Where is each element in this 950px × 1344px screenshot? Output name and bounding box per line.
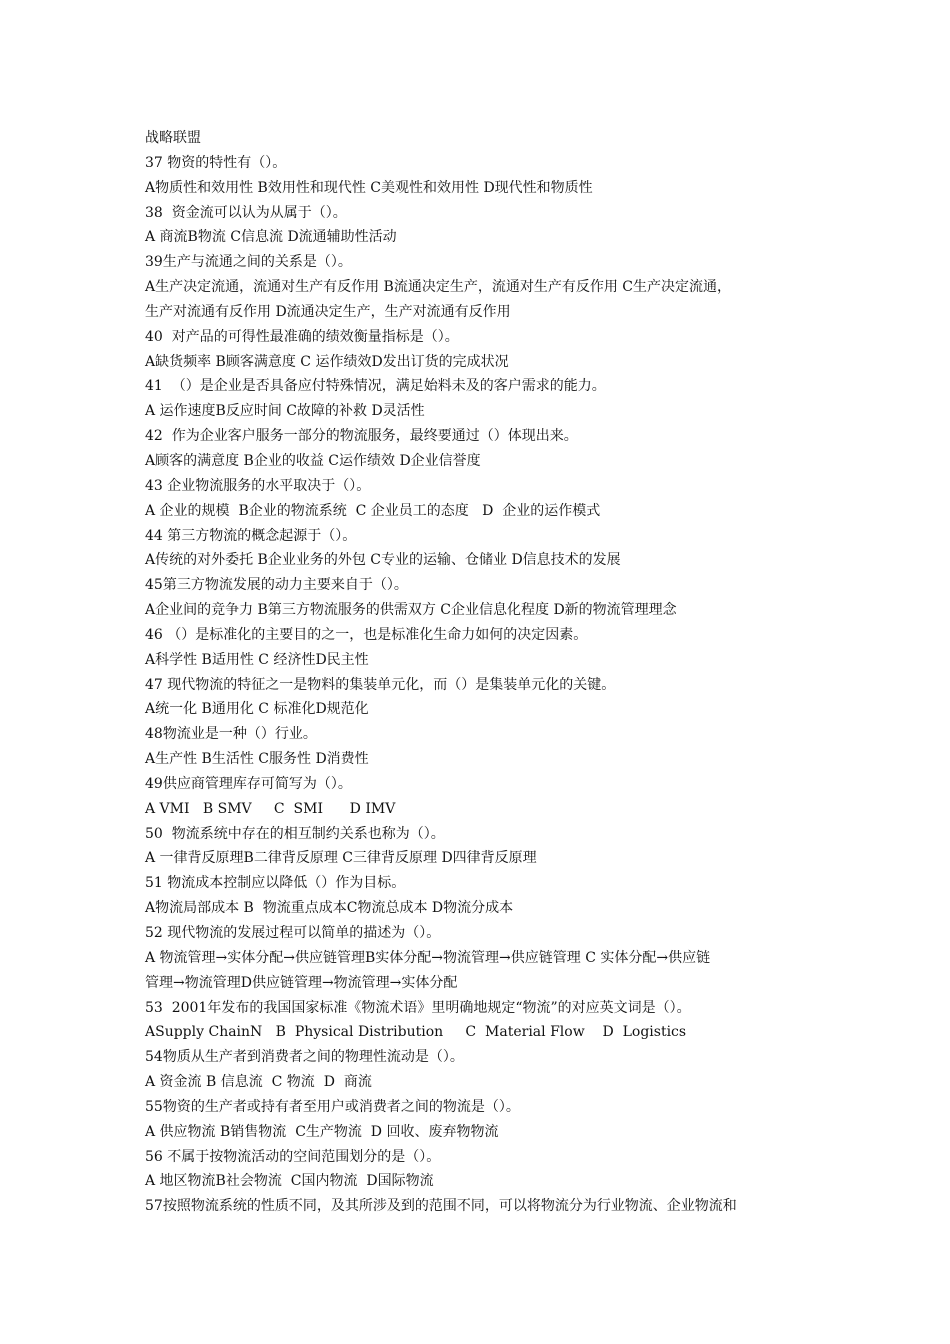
- document-line: A科学性 B适用性 C 经济性D民主性: [145, 651, 369, 668]
- document-line: 46 （）是标准化的主要目的之一，也是标准化生命力如何的决定因素。: [145, 626, 588, 643]
- document-line: 生产对流通有反作用 D流通决定生产，生产对流通有反作用: [145, 303, 511, 320]
- document-line: 37 物资的特性有（）。: [145, 154, 287, 171]
- document-line: A 地区物流B社会物流 C国内物流 D国际物流: [145, 1173, 434, 1190]
- document-line: 44 第三方物流的概念起源于（）。: [145, 527, 357, 544]
- document-line: A 一律背反原理B二律背反原理 C三律背反原理 D四律背反原理: [145, 850, 537, 867]
- document-line: A生产决定流通，流通对生产有反作用 B流通决定生产，流通对生产有反作用 C生产决定流通，: [145, 279, 732, 296]
- document-line: A统一化 B通用化 C 标准化D规范化: [145, 701, 369, 718]
- document-line: ASupply ChainN B Physical Distribution C Material Flow D Logistics: [145, 1024, 687, 1041]
- document-line: 43 企业物流服务的水平取决于（）。: [145, 477, 371, 494]
- document-line: A顾客的满意度 B企业的收益 C运作绩效 D企业信誉度: [145, 452, 481, 469]
- document-line: A VMI B SMV C SMI D IMV: [145, 800, 396, 817]
- document-line: 41 （）是企业是否具备应付特殊情况，满足始料未及的客户需求的能力。: [145, 378, 606, 395]
- document-line: A缺货频率 B顾客满意度 C 运作绩效D发出订货的完成状况: [145, 353, 509, 370]
- document-line: 40 对产品的可得性最准确的绩效衡量指标是（）。: [145, 328, 459, 345]
- document-line: 55物资的生产者或持有者至用户或消费者之间的物流是（）。: [145, 1098, 520, 1115]
- document-page: [145, 126, 815, 1219]
- document-line: 45第三方物流发展的动力主要来自于（）。: [145, 577, 408, 594]
- document-line: 39生产与流通之间的关系是（）。: [145, 254, 352, 271]
- document-line: 49供应商管理库存可简写为（）。: [145, 775, 352, 792]
- document-line: 38 资金流可以认为从属于（）。: [145, 204, 347, 221]
- document-line: A 运作速度B反应时间 C故障的补救 D灵活性: [145, 403, 425, 420]
- document-line: 管理→物流管理D供应链管理→物流管理→实体分配: [145, 974, 458, 991]
- document-line: 54物质从生产者到消费者之间的物理性流动是（）。: [145, 1049, 464, 1066]
- document-line: 56 不属于按物流活动的空间范围划分的是（）。: [145, 1148, 441, 1165]
- document-line: A生产性 B生活性 C服务性 D消费性: [145, 751, 369, 768]
- document-line: 50 物流系统中存在的相互制约关系也称为（）。: [145, 825, 445, 842]
- document-line: 51 物流成本控制应以降低（）作为目标。: [145, 875, 406, 892]
- document-line: A企业间的竞争力 B第三方物流服务的供需双方 C企业信息化程度 D新的物流管理理念: [145, 602, 677, 619]
- document-line: 47 现代物流的特征之一是物料的集装单元化，而（）是集装单元化的关键。: [145, 676, 616, 693]
- document-line: A传统的对外委托 B企业业务的外包 C专业的运输、仓储业 D信息技术的发展: [145, 552, 621, 569]
- document-line: A 物流管理→实体分配→供应链管理B实体分配→物流管理→供应链管理 C 实体分配→供应链: [145, 949, 711, 966]
- document-line: A物质性和效用性 B效用性和现代性 C美观性和效用性 D现代性和物质性: [145, 179, 593, 196]
- document-line: A物流局部成本 B 物流重点成本C物流总成本 D物流分成本: [145, 900, 514, 917]
- document-line: A 商流B物流 C信息流 D流通辅助性活动: [145, 229, 397, 246]
- document-line: A 资金流 B 信息流 C 物流 D 商流: [145, 1074, 372, 1091]
- document-line: 53 2001年发布的我国国家标准《物流术语》里明确地规定“物流”的对应英文词是（）。: [145, 999, 691, 1016]
- document-line: 52 现代物流的发展过程可以简单的描述为（）。: [145, 925, 441, 941]
- document-line-heading: 战略联盟: [145, 130, 201, 146]
- document-line: 57按照物流系统的性质不同，及其所涉及到的范围不同，可以将物流分为行业物流、企业物流和: [145, 1198, 737, 1215]
- document-line: 42 作为企业客户服务一部分的物流服务，最终要通过（）体现出来。: [145, 428, 578, 445]
- document-line: A 企业的规模 B企业的物流系统 C 企业员工的态度 D 企业的运作模式: [145, 502, 601, 519]
- document-line: 48物流业是一种（）行业。: [145, 726, 317, 743]
- document-line: A 供应物流 B销售物流 C生产物流 D 回收、废弃物物流: [145, 1123, 499, 1140]
